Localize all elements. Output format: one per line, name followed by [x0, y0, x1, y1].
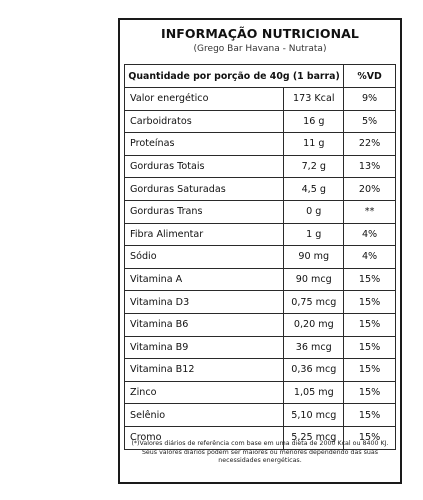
nutrient-name: Zinco — [125, 381, 284, 404]
table-row — [125, 313, 396, 336]
nutrient-name: Vitamina B6 — [125, 313, 284, 336]
nutrient-vd: 13% — [344, 155, 396, 178]
table-row — [125, 223, 396, 246]
nutrient-vd: 15% — [344, 336, 396, 359]
table-row — [125, 88, 396, 111]
nutrient-vd: 15% — [344, 381, 396, 404]
nutrient-vd: ** — [344, 200, 396, 223]
nutrient-vd: 4% — [344, 246, 396, 269]
nutrient-name: Vitamina A — [125, 268, 284, 291]
nutrient-name: Fibra Alimentar — [125, 223, 284, 246]
nutrient-amount: 1,05 mg — [284, 381, 344, 404]
nutrient-name: Gorduras Trans — [125, 200, 284, 223]
footnote: (*)Valores diários de referência com base em uma dieta de 2000 Kcal ou 8400 KJ. Seus valores diários podem ser maiores ou menores dependendo das suas necessidades energéticas. — [131, 440, 389, 465]
nutrient-amount: 1 g — [284, 223, 344, 246]
nutrient-vd: 15% — [344, 404, 396, 427]
nutrient-vd: 20% — [344, 178, 396, 201]
nutrient-amount: 90 mcg — [284, 268, 344, 291]
table-row — [125, 404, 396, 427]
nutrient-name: Vitamina D3 — [125, 291, 284, 314]
nutrient-name: Gorduras Totais — [125, 155, 284, 178]
nutrient-amount: 0,20 mg — [284, 313, 344, 336]
nutrient-amount: 0,75 mcg — [284, 291, 344, 314]
table-row — [125, 200, 396, 223]
nutrient-vd: 15% — [344, 291, 396, 314]
nutrient-name: Selênio — [125, 404, 284, 427]
table-row — [125, 155, 396, 178]
table-row — [125, 336, 396, 359]
nutrition-table — [124, 64, 396, 450]
vd-header: %VD — [344, 65, 396, 88]
nutrient-amount: 90 mg — [284, 246, 344, 269]
nutrient-name: Sódio — [125, 246, 284, 269]
nutrient-vd: 15% — [344, 268, 396, 291]
nutrient-name: Gorduras Saturadas — [125, 178, 284, 201]
nutrient-vd: 4% — [344, 223, 396, 246]
table-row — [125, 246, 396, 269]
nutrient-amount: 11 g — [284, 133, 344, 156]
panel-subtitle: (Grego Bar Havana - Nutrata) — [193, 44, 327, 54]
nutrient-amount: 0 g — [284, 200, 344, 223]
nutrient-vd: 22% — [344, 133, 396, 156]
table-row — [125, 381, 396, 404]
nutrient-amount: 5,25 mcg — [284, 426, 344, 449]
nutrient-name: Carboidratos — [125, 110, 284, 133]
nutrient-name: Vitamina B9 — [125, 336, 284, 359]
table-row — [125, 291, 396, 314]
nutrient-name: Cromo — [125, 426, 284, 449]
nutrient-name: Valor energético — [125, 88, 284, 111]
table-row — [125, 268, 396, 291]
panel-title: INFORMAÇÃO NUTRICIONAL — [160, 26, 359, 41]
nutrient-name: Vitamina B12 — [125, 359, 284, 382]
nutrient-amount: 173 Kcal — [284, 88, 344, 111]
table-row — [125, 178, 396, 201]
table-row — [125, 133, 396, 156]
nutrient-amount: 5,10 mcg — [284, 404, 344, 427]
nutrient-amount: 7,2 g — [284, 155, 344, 178]
nutrient-amount: 0,36 mcg — [284, 359, 344, 382]
nutrient-vd: 15% — [344, 359, 396, 382]
portion-header: Quantidade por porção de 40g (1 barra) — [125, 65, 344, 88]
nutrient-amount: 36 mcg — [284, 336, 344, 359]
table-header-row — [125, 65, 396, 88]
table-row — [125, 110, 396, 133]
nutrient-amount: 16 g — [284, 110, 344, 133]
nutrient-vd: 9% — [344, 88, 396, 111]
table-row — [125, 359, 396, 382]
nutrient-vd: 15% — [344, 313, 396, 336]
nutrition-facts-panel — [118, 18, 402, 484]
nutrient-amount: 4,5 g — [284, 178, 344, 201]
nutrient-name: Proteínas — [125, 133, 284, 156]
nutrient-vd: 15% — [344, 426, 396, 449]
nutrient-vd: 5% — [344, 110, 396, 133]
